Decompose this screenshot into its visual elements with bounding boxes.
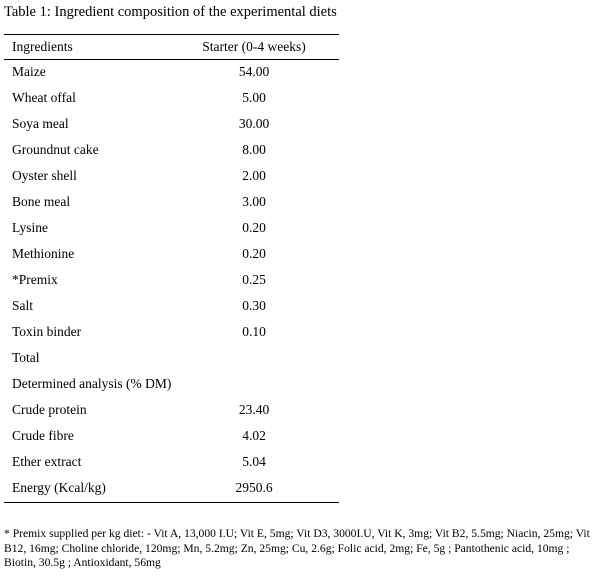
row-value: 5.00 [242, 90, 266, 105]
table-row [4, 242, 339, 268]
table-row [4, 86, 339, 112]
table-row [4, 60, 339, 86]
row-label: *Premix [12, 272, 58, 287]
row-label: Groundnut cake [12, 142, 99, 157]
row-label: Total [12, 350, 40, 365]
row-value: 23.40 [238, 402, 270, 417]
table-caption: Table 1: Ingredient composition of the experimental diets [4, 4, 337, 20]
table-row [4, 268, 339, 294]
row-value: 54.00 [238, 64, 270, 79]
row-label: Lysine [12, 220, 48, 235]
row-label: Energy (Kcal/kg) [12, 480, 106, 495]
row-label: Determined analysis (% DM) [12, 376, 172, 391]
row-value: 0.20 [242, 220, 266, 235]
table-row [4, 372, 339, 398]
table-row [4, 294, 339, 320]
row-value: 0.30 [242, 298, 266, 313]
table-row [4, 346, 339, 372]
table-row [4, 450, 339, 476]
row-label: Wheat offal [12, 90, 76, 105]
row-label: Soya meal [12, 116, 69, 131]
table-header-row [4, 35, 339, 59]
header-ingredients: Ingredients [12, 39, 73, 54]
row-value: 8.00 [242, 142, 266, 157]
row-value: 4.02 [242, 428, 266, 443]
row-label: Toxin binder [12, 324, 82, 339]
row-value: 0.25 [242, 272, 266, 287]
header-starter: Starter (0-4 weeks) [202, 39, 306, 54]
row-value: 5.04 [242, 454, 266, 469]
row-label: Methionine [12, 246, 75, 261]
table-row [4, 320, 339, 346]
row-value: 2.00 [242, 168, 266, 183]
row-label: Salt [12, 298, 34, 313]
row-label: Maize [12, 64, 46, 79]
table-row [4, 398, 339, 424]
table-row [4, 190, 339, 216]
row-value: 2950.6 [235, 480, 273, 495]
row-label: Oyster shell [12, 168, 77, 183]
row-label: Crude fibre [12, 428, 74, 443]
table-row [4, 476, 339, 502]
row-value: 3.00 [242, 194, 266, 209]
row-label: Bone meal [12, 194, 71, 209]
table-row [4, 138, 339, 164]
ingredient-table [4, 34, 339, 503]
table-row [4, 164, 339, 190]
row-label: Ether extract [12, 454, 82, 469]
row-value: 0.10 [242, 324, 266, 339]
premix-footnote: * Premix supplied per kg diet: - Vit A, 13,000 I.U; Vit E, 5mg; Vit D3, 3000I.U, Vit K, 3mg; Vit B2, 5.5mg; Niacin, 25mg; Vit B12, 16mg; Choline chloride, 120mg; Mn, 5.2mg; Zn, 25mg; Cu, 2.6g; Folic acid, 2mg; Fe, 5g ; Pantothenic acid, 10mg ; Biotin, 30.5g ; Antioxidant, 56mg [4, 527, 590, 569]
row-value: 0.20 [242, 246, 266, 261]
row-label: Crude protein [12, 402, 87, 417]
bottom-rule [4, 502, 339, 503]
table-row [4, 424, 339, 450]
row-value: 30.00 [238, 116, 270, 131]
table-row [4, 216, 339, 242]
table-row [4, 112, 339, 138]
